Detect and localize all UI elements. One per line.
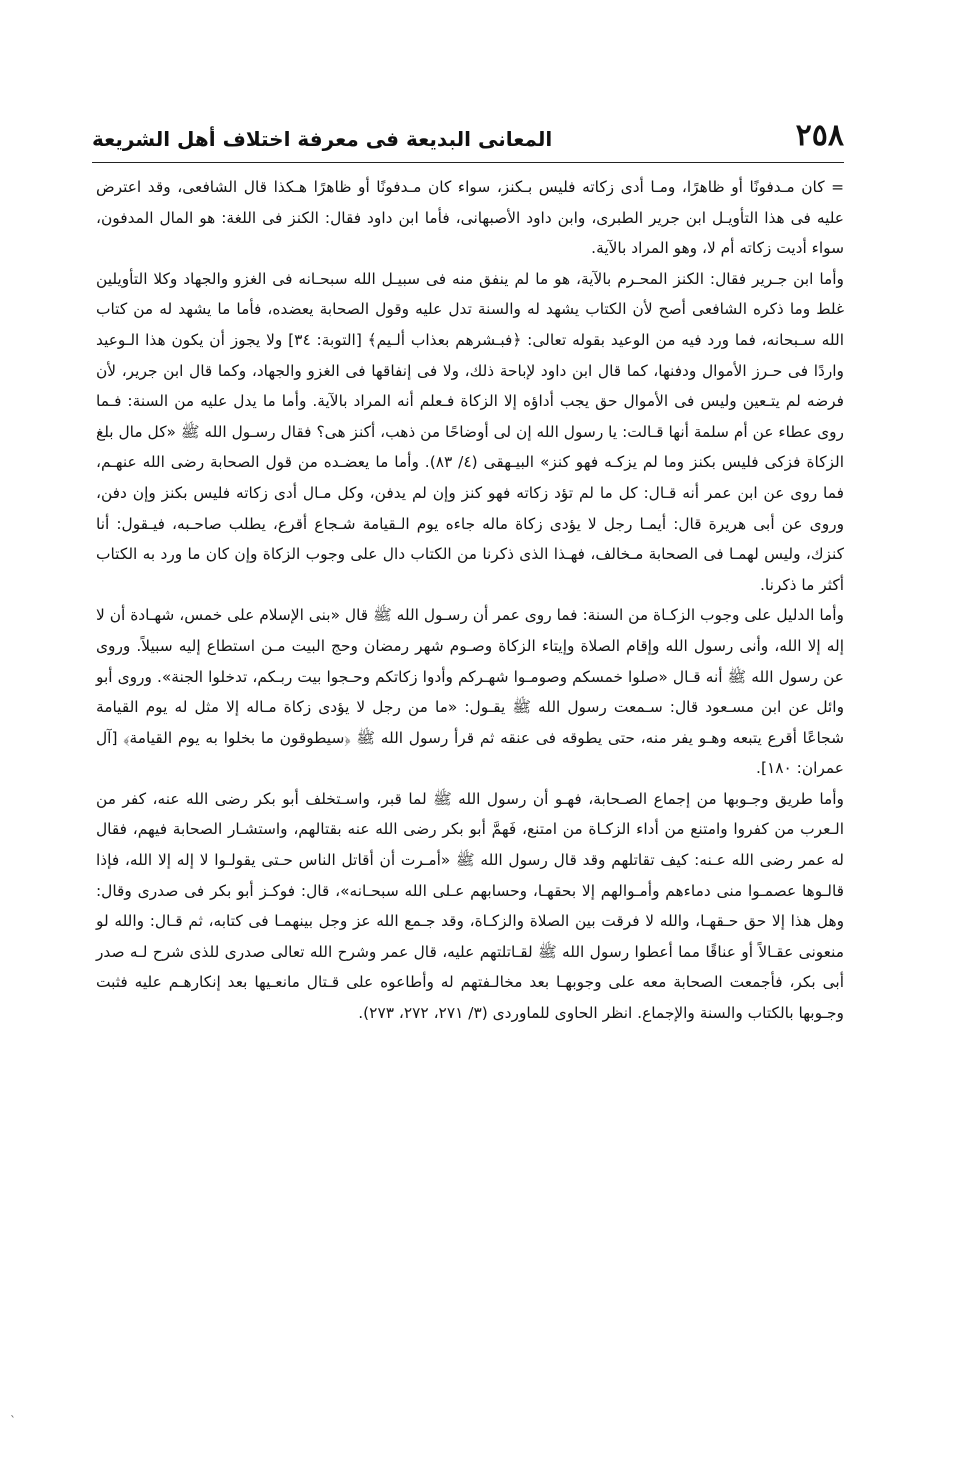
page-header (92, 112, 844, 156)
body-text (96, 172, 844, 1029)
paragraph-2: وأما ابن جـرير فقال: الكنز المحـرم بالآية، هو ما لم ينفق منه فى سبيـل الله سبحـانه فى الغزو والجهاد وكلا التأويلين غلط وما ذكره الشافعى أصح لأن الكتاب يشهد له والسنة تدل عليه وقول الصحابة يعضده، فأما ما يشهد له من كتاب الله سـبحانه، فما ورد فيه من الوعيد بقوله تعالى: ﴿فبـشرهم بعذاب ألـيم﴾ [التوبة: ٣٤] ولا يجوز أن يكون هذا الـوعيد واردًا فى حـرز الأموال ودفنها، كما قال ابن داود لإباحة ذلك، ولا فى إنفاقها فى الغزو والجهاد، وكما قال ابن جرير، لأن فرضه لم يتـعين وليس فى الأموال حق يجب أداؤه إلا الزكاة فـعلم أنه المراد بالآية. وأما ما يدل عليه من السنة: فـما روى عطاء عن أم سلمة أنها قـالت: يا رسول الله إن لى أوضاحًا من ذهب، أكنز هى؟ فقال رسـول الله ﷺ «كل مال بلغ الزكاة فزكى فليس بكنز وما لم يزكـه فهو كنز» البيـهقى (٤/ ٨٣). وأما ما يعضـده من قول الصحابة رضى الله عنهـم، فما روى عن ابن عمر أنه قـال: كل ما لم تؤد زكاته فهو كنز وإن لم يدفن، وكل مـال أدى زكاته فليس بكنز وإن دفن، وروى عن أبى هريرة قال: أيمـا رجل لا يؤدى زكاة ماله جاءه يوم الـقيامة شـجاع أقرع، يطلب صاحـبه، فيـقول: أنا كنزك، وليس لهمـا فى الصحابة مـخالف، فهـذا الذى ذكرنا من الكتاب دال على وجوب الزكاة وإن كان ما ورد به الكتاب أكثر ما ذكرنا. (96, 269, 844, 594)
paragraph-4: وأما طريق وجـوبها من إجماع الصـحابة، فهـو أن رسول الله ﷺ لما قبر، واسـتخلف أبو بكر رضى الله عنه، كفر من الـعرب من كفروا وامتنع من أداء الزكـاة من امتنع، فَهمَّ أبو بكر رضى الله عنه بقتالهم، واستشـار الصحابة فيهم، فقال له عمر رضى الله عـنه: كيف تقاتلهم وقد قال رسول الله ﷺ «أمـرت أن أقاتل الناس حـتى يقولـوا لا إله إلا الله، فإذا قالـوها عصمـوا منى دماءهم وأمـوالهم إلا بحقهـا، وحسابهم عـلى الله سبحـانه»، قال: فوكـز أبو بكر فى صدرى وقال: وهل هذا إلا حق حـقهـا، والله لا فرقت بين الصلاة والزكـاة، وقد جـمع الله عز وجل بينهمـا فى كتابه، ثم قـال: والله لو منعونى عقـالاً أو عناقًا مما أعطوا رسول الله ﷺ لقـاتلتهم عليه، قال عمر وشرح الله تعالى صدرى للذى شرح لـه صدر أبى بكر، فأجمعت الصحابة معه على وجوبهـا بعد مخالـفتهم له وأطاعوه على قـتال مانعـيها بعد إنكارهـم عليه فثبت وجـوبها بالكتاب والسنة والإجماع. انظر الحاوى للماوردى (٣/ ٢٧١، ٢٧٢، ٢٧٣). (96, 789, 844, 1023)
running-title: المعانى البديعة فى معرفة اختلاف أهل الشريعة (92, 127, 553, 151)
scan-mark: ` (10, 1414, 16, 1428)
paragraph-3: وأما الدليل على وجوب الزكـاة من السنة: فما روى عمر أن رسـول الله ﷺ قال «بنى الإسلام على خمس، شهـادة أن لا إله إلا الله، وأنى رسول الله وإقام الصلاة وإيتاء الزكاة وصـوم شهر رمضان وحج البيت مـن استطاع إليه سبيلاً. وروى عن رسول الله ﷺ أنه قـال «صلوا خمسكم وصومـوا شهـركم وأدوا زكاتكم وحـجوا بيت ربـكم، تدخلوا الجنة». وروى أبو وائل عن ابن مسـعود قال: سـمعت رسول الله ﷺ يقـول: «ما من رجل لا يؤدى زكاة مـاله إلا مثل له يوم القيامة شجاعًا أقرع يتبعه وهـو يفر منه، حتى يطوقه فى عنقه ثم قرأ رسول الله ﷺ ﴿سيطوقون ما بخلوا به يوم القيامة﴾ [آل عمران: ١٨٠]. (96, 606, 844, 778)
paragraph-1: = كان مـدفونًا أو ظاهرًا، ومـا أدى زكاته فليس بـكنز، سواء كان مـدفونًا أو ظاهرًا هـكذا قال الشافعى، وقد اعترض عليه فى هذا التأويـل ابن جرير الطبرى، وابن داود الأصبهانى، فأما ابن داود فقال: الكنز فى اللغة: هو المال المدفون، سواء أديت زكاته أم لا، وهو المراد بالآية. (96, 178, 844, 258)
page-number: ٢٥٨ (795, 118, 844, 153)
header-divider (92, 162, 844, 163)
